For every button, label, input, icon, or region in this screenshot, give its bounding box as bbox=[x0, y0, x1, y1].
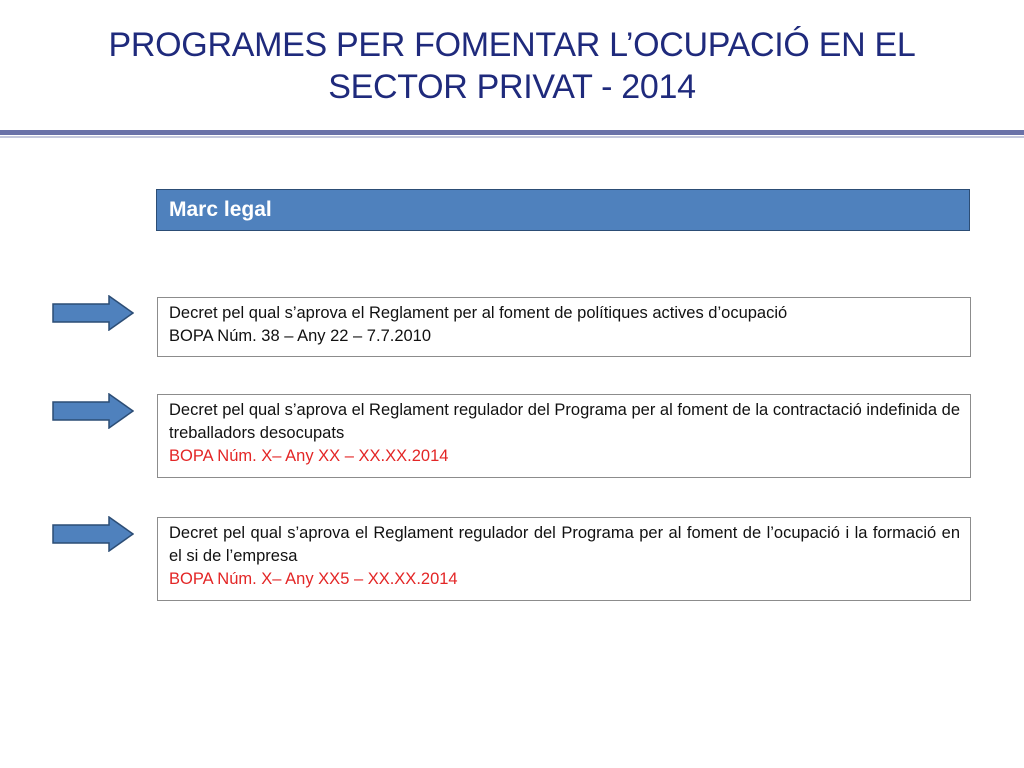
title-divider bbox=[0, 130, 1024, 135]
section-header-marc-legal: Marc legal bbox=[156, 189, 970, 231]
legal-item-3 bbox=[157, 517, 971, 601]
legal-item-2-text: Decret pel qual s’aprova el Reglament regulador del Programa per al foment de la contractació indefinida de treballadors desocupats bbox=[169, 401, 960, 442]
title-divider-shadow bbox=[0, 136, 1024, 138]
legal-item-1-text: Decret pel qual s’aprova el Reglament per al foment de polítiques actives d’ocupació bbox=[169, 304, 788, 322]
slide-title-line-2: SECTOR PRIVAT - 2014 bbox=[328, 68, 696, 106]
right-arrow-icon bbox=[52, 295, 134, 331]
legal-item-3-text: Decret pel qual s’aprova el Reglament regulador del Programa per al foment de l’ocupació i la formació en el si de l’empresa bbox=[169, 524, 960, 565]
slide-title bbox=[20, 24, 1004, 108]
legal-item-3-reference: BOPA Núm. X– Any XX5 – XX.XX.2014 bbox=[169, 570, 458, 588]
legal-item-2-reference: BOPA Núm. X– Any XX – XX.XX.2014 bbox=[169, 447, 449, 465]
right-arrow-icon bbox=[52, 516, 134, 552]
slide-title-line-1: PROGRAMES PER FOMENTAR L’OCUPACIÓ EN EL bbox=[108, 26, 916, 64]
right-arrow-icon bbox=[52, 393, 134, 429]
legal-item-1 bbox=[157, 297, 971, 357]
legal-item-1-reference: BOPA Núm. 38 – Any 22 – 7.7.2010 bbox=[169, 327, 432, 345]
legal-item-2 bbox=[157, 394, 971, 478]
